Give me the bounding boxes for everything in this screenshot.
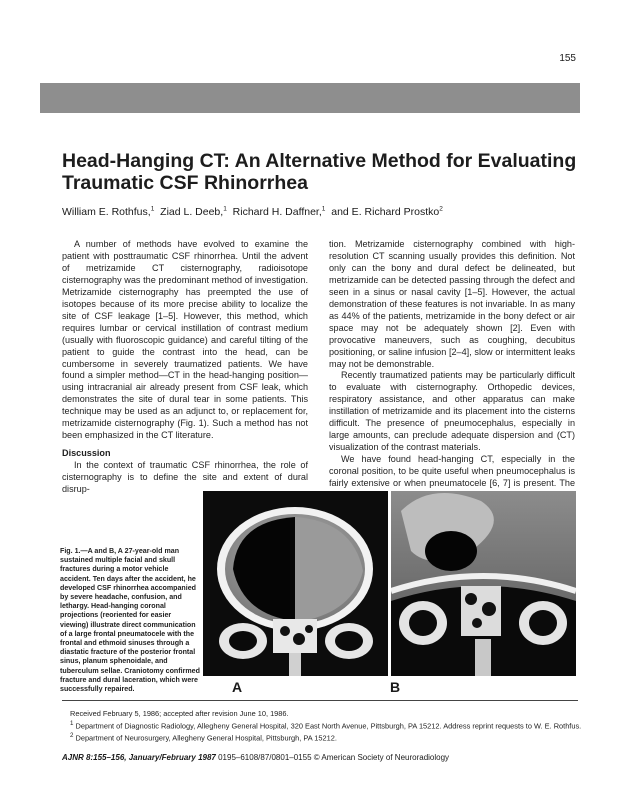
body-column-left (62, 239, 308, 496)
figure-label-a: A (232, 679, 243, 695)
author-list (62, 202, 582, 219)
discussion-paragraph: In the context of traumatic CSF rhinorrhea, the role of cisternography is to define the site and extent of dural disrup- (62, 460, 308, 495)
author-2: Ziad L. Deeb,$^1$ (160, 205, 227, 218)
journal-copyright: 0195–6108/87/0801–0155 © American Society of Neuroradiology (215, 753, 450, 762)
footnote-2: $^2$ Department of Neurosurgery, Allegheny General Hospital, Pittsburgh, PA 15212. (70, 732, 337, 743)
ct-image-b (391, 491, 576, 676)
footnote-divider (62, 700, 578, 701)
intro-paragraph: A number of methods have evolved to examine the patient with posttraumatic CSF rhinorrhea. Until the advent of metrizamide CT cisternography, radioisotope cisternography was the predominant method of investigation. Metrizamide cisternography has preempted the use of isotopes because of its more precise ability to localize the site of CSF leakage [1–5]. However, this method, which requires lumbar or cervical instillation of contrast medium (usually with fluoroscopic guidance) and careful tilting of the patient to guide the contrast into the head, can be cumbersome in severely traumatized patients. We have found a simpler method—CT in the head-hanging position—using intracranial air already present from CSF leak, which demonstrates the site of dural tear in some patients. This technique may be used as an adjunct to, or replacement for, metrizamide cisternography (Fig. 1). Such a method has not been emphasized in the CT literature. (62, 239, 308, 441)
received-note: Received February 5, 1986; accepted after revision June 10, 1986. (70, 709, 289, 718)
head-hanging-paragraph: We have found head-hanging CT, especially in the coronal position, to be quite useful when pneumocephalus is fairly extensive or when pneumatocele [6, 7] is present. The (329, 454, 575, 489)
trauma-paragraph: Recently traumatized patients may be particularly difficult to evaluate with cisternography. Orthopedic devices, respiratory assistance, and other apparatus can make instillation of metrizamide and its placement into the cisterns difficult. The presence of pneumocephalus, especially in large amounts, can preclude adequate dispersion and (CT) visualization of the contrast materials. (329, 370, 575, 453)
discussion-heading: Discussion (62, 448, 111, 459)
title-line-2: Traumatic CSF Rhinorrhea (62, 172, 308, 194)
author-3: Richard H. Daffner,$^1$ (232, 205, 326, 218)
author-4: and E. Richard Prostko$^2$ (331, 205, 443, 218)
figure-label-b: B (390, 679, 401, 695)
header-bar (40, 83, 580, 113)
page-number: 155 (559, 53, 576, 64)
footnotes (62, 709, 582, 743)
body-column-right (329, 239, 575, 502)
ct-image-a (203, 491, 388, 676)
title-line-1: Head-Hanging CT: An Alternative Method for Evaluating (62, 150, 577, 172)
journal-reference: AJNR 8:155–156, January/February 1987 (62, 753, 216, 762)
journal-citation (62, 753, 582, 762)
author-1: William E. Rothfus,$^1$ (62, 205, 155, 218)
continued-paragraph: tion. Metrizamide cisternography combined with high-resolution CT scanning usually provides this definition. Not only can the bony and dural defect be delineated, but metrizamide can be detected passing through the defect and seen in a sinus or nasal cavity [1–5]. However, the actual demonstration of these features is not invariable. In as many as 44% of the patients, metrizamide in the bony defect or air space may not be adequately shown [2]. Even with provocative maneuvers, such as coughing, decubitus positioning, or saline infusion [2–4], slow or intermittent leaks may not be demonstrable. (329, 239, 575, 369)
article-title (62, 150, 582, 194)
figure-caption: Fig. 1.—A and B, A 27-year-old man sustained multiple facial and skull fractures during a motor vehicle accident. Ten days after the accident, he developed CSF rhinorrhea accompanied by severe headache, confusion, and lethargy. Head-hanging coronal projections (reoriented for easier viewing) illustrate direct communication of a large frontal pneumatocele with the frontal and ethmoid sinuses through a diastatic fracture of the posterior frontal sinus, planum sphenoidale, and tuberculum sellae. Craniotomy confirmed fracture and dural laceration, which were successfully repaired. (60, 547, 200, 694)
footnote-1: $^1$ Department of Diagnostic Radiology, Allegheny General Hospital, 320 East North Avenue, Pittsburgh, PA 15212. Address reprint requests to W. E. Rothfus. (70, 719, 582, 731)
